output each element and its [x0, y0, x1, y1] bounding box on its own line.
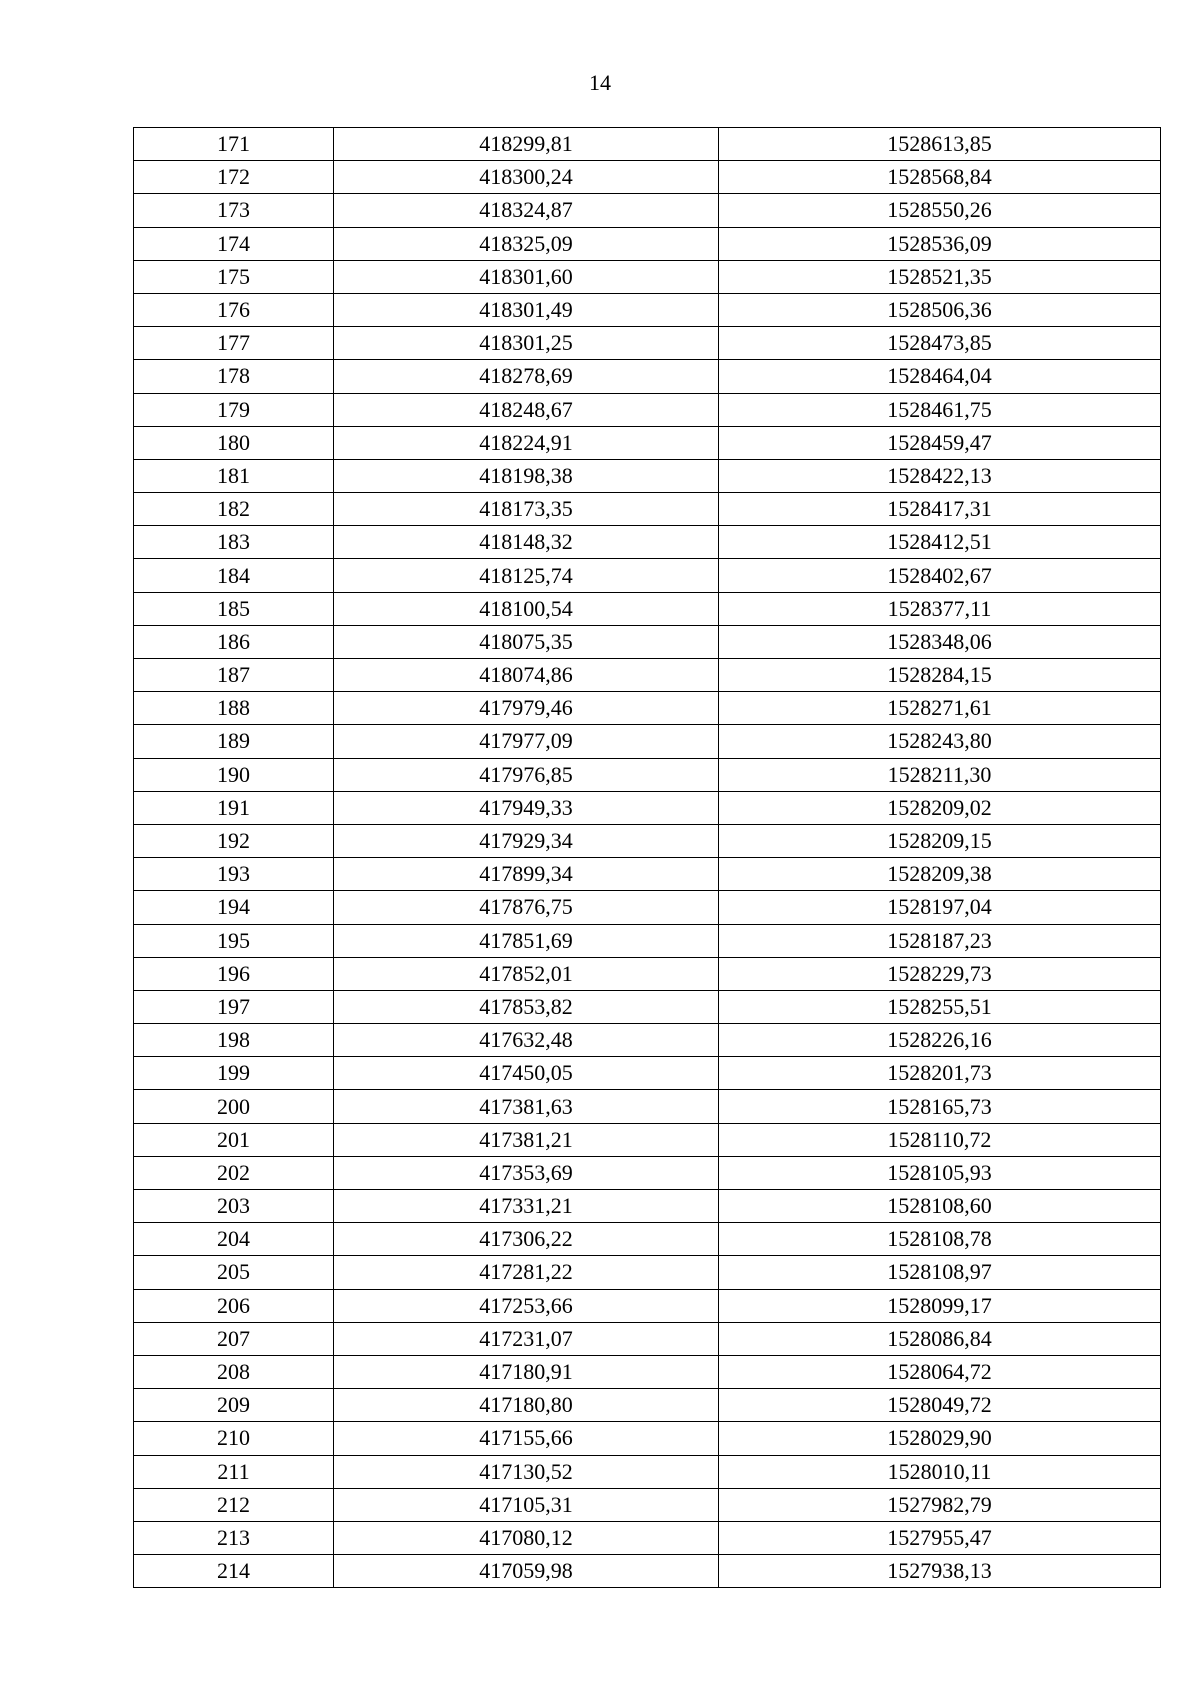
y-coordinate-cell: 1528461,75 — [719, 393, 1161, 426]
table-row — [134, 1322, 1161, 1355]
table-row — [134, 426, 1161, 459]
table-row — [134, 227, 1161, 260]
x-coordinate-cell: 418074,86 — [334, 659, 719, 692]
x-coordinate-cell: 417979,46 — [334, 692, 719, 725]
x-coordinate-cell: 418075,35 — [334, 625, 719, 658]
point-number-cell: 194 — [134, 891, 334, 924]
y-coordinate-cell: 1528348,06 — [719, 625, 1161, 658]
y-coordinate-cell: 1528010,11 — [719, 1455, 1161, 1488]
point-number-cell: 172 — [134, 161, 334, 194]
x-coordinate-cell: 417949,33 — [334, 791, 719, 824]
y-coordinate-cell: 1528197,04 — [719, 891, 1161, 924]
table-row — [134, 957, 1161, 990]
y-coordinate-cell: 1528568,84 — [719, 161, 1161, 194]
point-number-cell: 206 — [134, 1289, 334, 1322]
y-coordinate-cell: 1527938,13 — [719, 1555, 1161, 1588]
point-number-cell: 203 — [134, 1190, 334, 1223]
x-coordinate-cell: 417852,01 — [334, 957, 719, 990]
point-number-cell: 187 — [134, 659, 334, 692]
point-number-cell: 174 — [134, 227, 334, 260]
y-coordinate-cell: 1528108,78 — [719, 1223, 1161, 1256]
point-number-cell: 185 — [134, 592, 334, 625]
point-number-cell: 204 — [134, 1223, 334, 1256]
point-number-cell: 171 — [134, 128, 334, 161]
point-number-cell: 181 — [134, 459, 334, 492]
y-coordinate-cell: 1528536,09 — [719, 227, 1161, 260]
y-coordinate-cell: 1527955,47 — [719, 1521, 1161, 1554]
x-coordinate-cell: 417381,21 — [334, 1123, 719, 1156]
table-row — [134, 791, 1161, 824]
y-coordinate-cell: 1528099,17 — [719, 1289, 1161, 1322]
y-coordinate-cell: 1528049,72 — [719, 1389, 1161, 1422]
table-row — [134, 1488, 1161, 1521]
point-number-cell: 209 — [134, 1389, 334, 1422]
point-number-cell: 196 — [134, 957, 334, 990]
table-row — [134, 1256, 1161, 1289]
y-coordinate-cell: 1528108,97 — [719, 1256, 1161, 1289]
table-row — [134, 327, 1161, 360]
table-row — [134, 526, 1161, 559]
table-row — [134, 1455, 1161, 1488]
y-coordinate-cell: 1528064,72 — [719, 1355, 1161, 1388]
point-number-cell: 197 — [134, 990, 334, 1023]
x-coordinate-cell: 417976,85 — [334, 758, 719, 791]
table-row — [134, 891, 1161, 924]
x-coordinate-cell: 418301,25 — [334, 327, 719, 360]
x-coordinate-cell: 418278,69 — [334, 360, 719, 393]
y-coordinate-cell: 1528473,85 — [719, 327, 1161, 360]
y-coordinate-cell: 1528209,15 — [719, 824, 1161, 857]
x-coordinate-cell: 418224,91 — [334, 426, 719, 459]
y-coordinate-cell: 1528110,72 — [719, 1123, 1161, 1156]
point-number-cell: 205 — [134, 1256, 334, 1289]
table-row — [134, 659, 1161, 692]
y-coordinate-cell: 1528613,85 — [719, 128, 1161, 161]
table-row — [134, 758, 1161, 791]
table-row — [134, 559, 1161, 592]
table-row — [134, 1289, 1161, 1322]
x-coordinate-cell: 418100,54 — [334, 592, 719, 625]
x-coordinate-cell: 417977,09 — [334, 725, 719, 758]
y-coordinate-cell: 1528284,15 — [719, 659, 1161, 692]
point-number-cell: 195 — [134, 924, 334, 957]
point-number-cell: 200 — [134, 1090, 334, 1123]
point-number-cell: 193 — [134, 858, 334, 891]
point-number-cell: 180 — [134, 426, 334, 459]
y-coordinate-cell: 1528402,67 — [719, 559, 1161, 592]
point-number-cell: 176 — [134, 293, 334, 326]
table-row — [134, 824, 1161, 857]
table-row — [134, 161, 1161, 194]
y-coordinate-cell: 1528229,73 — [719, 957, 1161, 990]
x-coordinate-cell: 418148,32 — [334, 526, 719, 559]
point-number-cell: 177 — [134, 327, 334, 360]
point-number-cell: 189 — [134, 725, 334, 758]
table-row — [134, 1024, 1161, 1057]
table-row — [134, 1422, 1161, 1455]
x-coordinate-cell: 417253,66 — [334, 1289, 719, 1322]
page-number: 14 — [589, 70, 611, 95]
table-row — [134, 592, 1161, 625]
x-coordinate-cell: 417080,12 — [334, 1521, 719, 1554]
table-row — [134, 858, 1161, 891]
table-row — [134, 1355, 1161, 1388]
point-number-cell: 179 — [134, 393, 334, 426]
y-coordinate-cell: 1528459,47 — [719, 426, 1161, 459]
x-coordinate-cell: 417851,69 — [334, 924, 719, 957]
y-coordinate-cell: 1528165,73 — [719, 1090, 1161, 1123]
table-row — [134, 625, 1161, 658]
y-coordinate-cell: 1528201,73 — [719, 1057, 1161, 1090]
table-row — [134, 393, 1161, 426]
y-coordinate-cell: 1527982,79 — [719, 1488, 1161, 1521]
y-coordinate-cell: 1528377,11 — [719, 592, 1161, 625]
table-row — [134, 293, 1161, 326]
y-coordinate-cell: 1528506,36 — [719, 293, 1161, 326]
point-number-cell: 175 — [134, 260, 334, 293]
table-row — [134, 924, 1161, 957]
y-coordinate-cell: 1528417,31 — [719, 493, 1161, 526]
point-number-cell: 208 — [134, 1355, 334, 1388]
y-coordinate-cell: 1528464,04 — [719, 360, 1161, 393]
table-row — [134, 1190, 1161, 1223]
x-coordinate-cell: 418299,81 — [334, 128, 719, 161]
table-row — [134, 360, 1161, 393]
y-coordinate-cell: 1528086,84 — [719, 1322, 1161, 1355]
x-coordinate-cell: 417231,07 — [334, 1322, 719, 1355]
x-coordinate-cell: 417353,69 — [334, 1156, 719, 1189]
point-number-cell: 188 — [134, 692, 334, 725]
table-row — [134, 493, 1161, 526]
point-number-cell: 199 — [134, 1057, 334, 1090]
point-number-cell: 190 — [134, 758, 334, 791]
x-coordinate-cell: 417899,34 — [334, 858, 719, 891]
x-coordinate-cell: 417381,63 — [334, 1090, 719, 1123]
point-number-cell: 183 — [134, 526, 334, 559]
point-number-cell: 182 — [134, 493, 334, 526]
coordinates-table-body — [134, 128, 1161, 1588]
y-coordinate-cell: 1528029,90 — [719, 1422, 1161, 1455]
point-number-cell: 207 — [134, 1322, 334, 1355]
x-coordinate-cell: 418198,38 — [334, 459, 719, 492]
table-row — [134, 725, 1161, 758]
point-number-cell: 214 — [134, 1555, 334, 1588]
y-coordinate-cell: 1528105,93 — [719, 1156, 1161, 1189]
y-coordinate-cell: 1528108,60 — [719, 1190, 1161, 1223]
point-number-cell: 211 — [134, 1455, 334, 1488]
point-number-cell: 192 — [134, 824, 334, 857]
x-coordinate-cell: 418248,67 — [334, 393, 719, 426]
y-coordinate-cell: 1528209,02 — [719, 791, 1161, 824]
coordinates-table — [133, 127, 1161, 1588]
x-coordinate-cell: 417632,48 — [334, 1024, 719, 1057]
table-row — [134, 692, 1161, 725]
x-coordinate-cell: 417331,21 — [334, 1190, 719, 1223]
table-row — [134, 1123, 1161, 1156]
point-number-cell: 213 — [134, 1521, 334, 1554]
point-number-cell: 210 — [134, 1422, 334, 1455]
point-number-cell: 191 — [134, 791, 334, 824]
y-coordinate-cell: 1528550,26 — [719, 194, 1161, 227]
y-coordinate-cell: 1528243,80 — [719, 725, 1161, 758]
y-coordinate-cell: 1528271,61 — [719, 692, 1161, 725]
point-number-cell: 173 — [134, 194, 334, 227]
x-coordinate-cell: 417281,22 — [334, 1256, 719, 1289]
table-row — [134, 128, 1161, 161]
x-coordinate-cell: 418325,09 — [334, 227, 719, 260]
y-coordinate-cell: 1528226,16 — [719, 1024, 1161, 1057]
table-row — [134, 459, 1161, 492]
x-coordinate-cell: 417450,05 — [334, 1057, 719, 1090]
x-coordinate-cell: 418125,74 — [334, 559, 719, 592]
table-row — [134, 1521, 1161, 1554]
x-coordinate-cell: 418324,87 — [334, 194, 719, 227]
x-coordinate-cell: 417306,22 — [334, 1223, 719, 1256]
table-row — [134, 1223, 1161, 1256]
x-coordinate-cell: 417180,80 — [334, 1389, 719, 1422]
point-number-cell: 178 — [134, 360, 334, 393]
table-row — [134, 990, 1161, 1023]
y-coordinate-cell: 1528255,51 — [719, 990, 1161, 1023]
table-row — [134, 1389, 1161, 1422]
point-number-cell: 198 — [134, 1024, 334, 1057]
x-coordinate-cell: 417105,31 — [334, 1488, 719, 1521]
point-number-cell: 201 — [134, 1123, 334, 1156]
x-coordinate-cell: 417853,82 — [334, 990, 719, 1023]
x-coordinate-cell: 418173,35 — [334, 493, 719, 526]
x-coordinate-cell: 417876,75 — [334, 891, 719, 924]
table-row — [134, 260, 1161, 293]
table-row — [134, 1555, 1161, 1588]
x-coordinate-cell: 418300,24 — [334, 161, 719, 194]
y-coordinate-cell: 1528209,38 — [719, 858, 1161, 891]
table-row — [134, 194, 1161, 227]
x-coordinate-cell: 417130,52 — [334, 1455, 719, 1488]
point-number-cell: 212 — [134, 1488, 334, 1521]
y-coordinate-cell: 1528412,51 — [719, 526, 1161, 559]
y-coordinate-cell: 1528521,35 — [719, 260, 1161, 293]
x-coordinate-cell: 417155,66 — [334, 1422, 719, 1455]
x-coordinate-cell: 417059,98 — [334, 1555, 719, 1588]
y-coordinate-cell: 1528211,30 — [719, 758, 1161, 791]
point-number-cell: 202 — [134, 1156, 334, 1189]
y-coordinate-cell: 1528187,23 — [719, 924, 1161, 957]
x-coordinate-cell: 418301,60 — [334, 260, 719, 293]
table-row — [134, 1156, 1161, 1189]
table-row — [134, 1090, 1161, 1123]
point-number-cell: 184 — [134, 559, 334, 592]
x-coordinate-cell: 418301,49 — [334, 293, 719, 326]
x-coordinate-cell: 417929,34 — [334, 824, 719, 857]
table-row — [134, 1057, 1161, 1090]
x-coordinate-cell: 417180,91 — [334, 1355, 719, 1388]
point-number-cell: 186 — [134, 625, 334, 658]
y-coordinate-cell: 1528422,13 — [719, 459, 1161, 492]
